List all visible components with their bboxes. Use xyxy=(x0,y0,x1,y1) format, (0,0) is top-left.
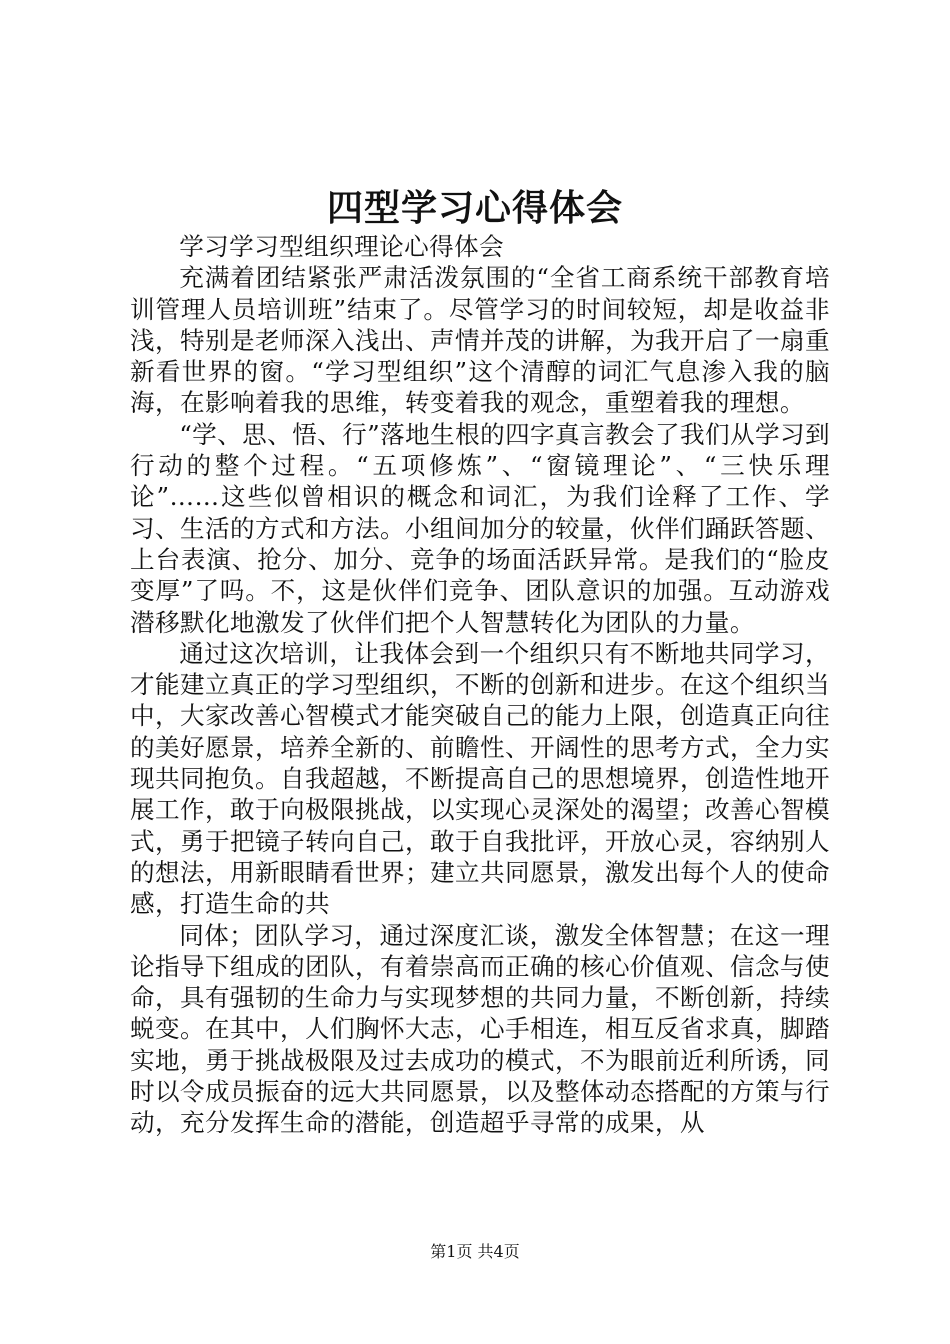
document-title: 四型学习心得体会 xyxy=(326,187,623,229)
document-body xyxy=(130,231,830,1139)
paragraph-3: 通过这次培训，让我体会到一个组织只有不断地共同学习，才能建立真正的学习型组织，不断的创新和进步。在这个组织当中，大家改善心智模式才能突破自己的能力上限，创造真正向往的美好愿景，培养全新的、前瞻性、开阔性的思考方式，全力实现共同抱负。自我超越，不断提高自己的思想境界，创造性地开展工作，敢于向极限挑战，以实现心灵深处的渴望；改善心智模式，勇于把镜子转向自己，敢于自我批评，开放心灵，容纳别人的想法，用新眼睛看世界；建立共同愿景，激发出每个人的使命感，打造生命的共 xyxy=(130,638,830,919)
paragraph-1: 充满着团结紧张严肃活泼氛围的“全省工商系统干部教育培训管理人员培训班”结束了。尽管学习的时间较短，却是收益非浅，特别是老师深入浅出、声情并茂的讲解，为我开启了一扇重新看世界的窗。“学习型组织”这个清醇的词汇气息渗入我的脑海，在影响着我的思维，转变着我的观念，重塑着我的理想。 xyxy=(130,263,830,418)
paragraph-2: “学、思、悟、行”落地生根的四字真言教会了我们从学习到行动的整个过程。“五项修炼”、“窗镜理论”、“三快乐理论”……这些似曾相识的概念和词汇，为我们诠释了工作、学习、生活的方式和方法。小组间加分的较量，伙伴们踊跃答题、上台表演、抢分、加分、竞争的场面活跃异常。是我们的“脸皮变厚”了吗。不，这是伙伴们竞争、团队意识的加强。互动游戏潜移默化地激发了伙伴们把个人智慧转化为团队的力量。 xyxy=(130,419,830,637)
document-subtitle: 学习学习型组织理论心得体会 xyxy=(179,232,505,261)
paragraph-4: 同体；团队学习，通过深度汇谈，激发全体智慧；在这一理论指导下组成的团队，有着崇高而正确的核心价值观、信念与使命，具有强韧的生命力与实现梦想的共同力量，不断创新，持续蜕变。在其中，人们胸怀大志，心手相连，相互反省求真，脚踏实地，勇于挑战极限及过去成功的模式，不为眼前近利所诱，同时以令成员振奋的远大共同愿景，以及整体动态搭配的方策与行动，充分发挥生命的潜能，创造超乎寻常的成果，从 xyxy=(130,920,830,1138)
page-footer: 第1页 共4页 xyxy=(430,1242,520,1261)
